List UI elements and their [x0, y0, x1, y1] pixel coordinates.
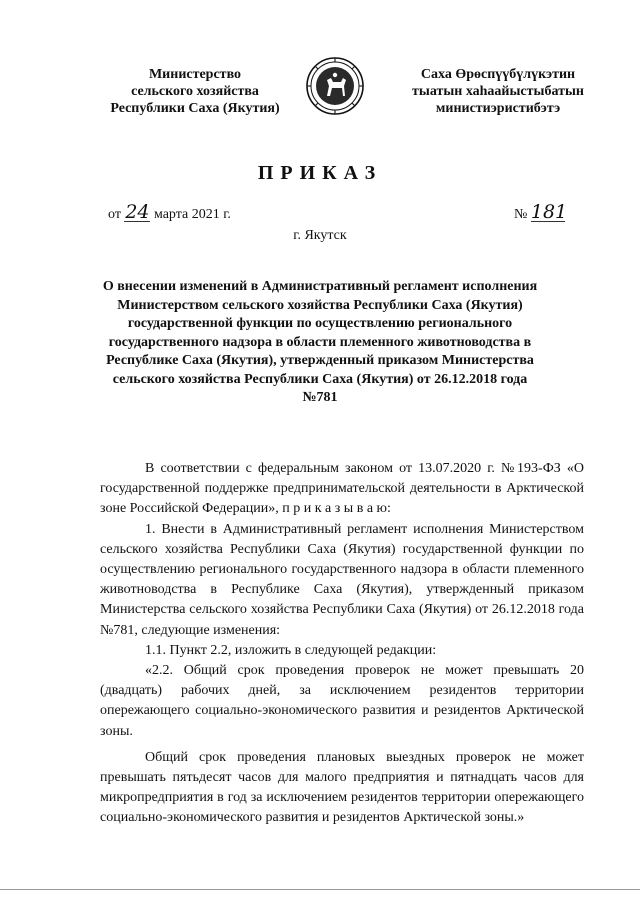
subject-line: №781 — [302, 390, 338, 405]
ministry-name-line: Республики Саха (Якутия) — [110, 101, 280, 116]
body-paragraph: В соответствии с федеральным законом от 13.07.2020 г. №193-ФЗ «О государственной поддержке предпринимательской деятельности в Арктической зоне Российской Федерации», п р и к а з ы в а ю: — [100, 461, 584, 517]
sakha-republic-emblem-icon — [305, 56, 365, 116]
subject-line: государственного надзора в области племенного животноводства в — [108, 334, 532, 350]
ministry-name-line: тыатын хаһаайыстыбатын — [412, 84, 584, 99]
subject-line: государственной функции по осуществлению регионального — [127, 316, 513, 331]
order-body — [100, 459, 584, 829]
body-paragraph: «2.2. Общий срок проведения проверок не может превышать 20 (двадцать) рабочих дней, за исключением резидентов территории опережающего социально-экономического развития и резидентов Арктической зоны. — [100, 663, 584, 739]
ministry-name-line: Министерство — [148, 67, 242, 82]
date-prefix: от — [108, 207, 121, 222]
city-name: г. Якутск — [293, 228, 347, 243]
ministry-name-line: министиэристибэтэ — [435, 101, 561, 116]
date-month-year: марта 2021 г. — [153, 207, 231, 222]
order-subject — [100, 278, 540, 408]
body-paragraph: Общий срок проведения плановых выездных проверок не может превышать пятьдесят часов для малого предприятия и пятнадцать часов для микропредприятия в год за исключением резидентов территории опережающего социально-экономического развития и резидентов Арктической зоны.» — [100, 749, 584, 826]
handwritten-date-day: 24 — [125, 201, 150, 223]
ministry-name-yakut — [398, 66, 598, 117]
order-number — [514, 201, 568, 223]
page-bottom-rule — [0, 889, 640, 890]
ministry-name-line: сельского хозяйства — [131, 84, 259, 99]
ministry-name-line: Саха Өрөспүүбүлүкэтин — [420, 67, 576, 82]
subject-line: сельского хозяйства Республики Саха (Якутия) от 26.12.2018 года — [112, 371, 528, 387]
document-title: ПРИКАЗ — [257, 162, 383, 184]
subject-line: О внесении изменений в Административный регламент исполнения — [102, 279, 538, 294]
body-paragraph: 1. Внести в Административный регламент исполнения Министерством сельского хозяйства Республики Саха (Якутия) государственной функции по осуществлению регионального государственного надзора в области племенного животноводства в Республике Саха (Якутия), утвержденный приказом Министерства сельского хозяйства Республики Саха (Якутия) от 26.12.2018 года №781, следующие изменения: — [100, 521, 584, 638]
number-prefix: № — [514, 207, 528, 222]
order-date — [108, 203, 231, 223]
ministry-name-russian — [105, 66, 285, 117]
subject-line: Республике Саха (Якутия), утвержденный приказом Министерства — [106, 353, 534, 368]
handwritten-order-number: 181 — [530, 201, 568, 223]
subject-line: Министерством сельского хозяйства Республики Саха (Якутия) — [117, 297, 523, 313]
body-paragraph: 1.1. Пункт 2.2, изложить в следующей редакции: — [145, 642, 437, 658]
